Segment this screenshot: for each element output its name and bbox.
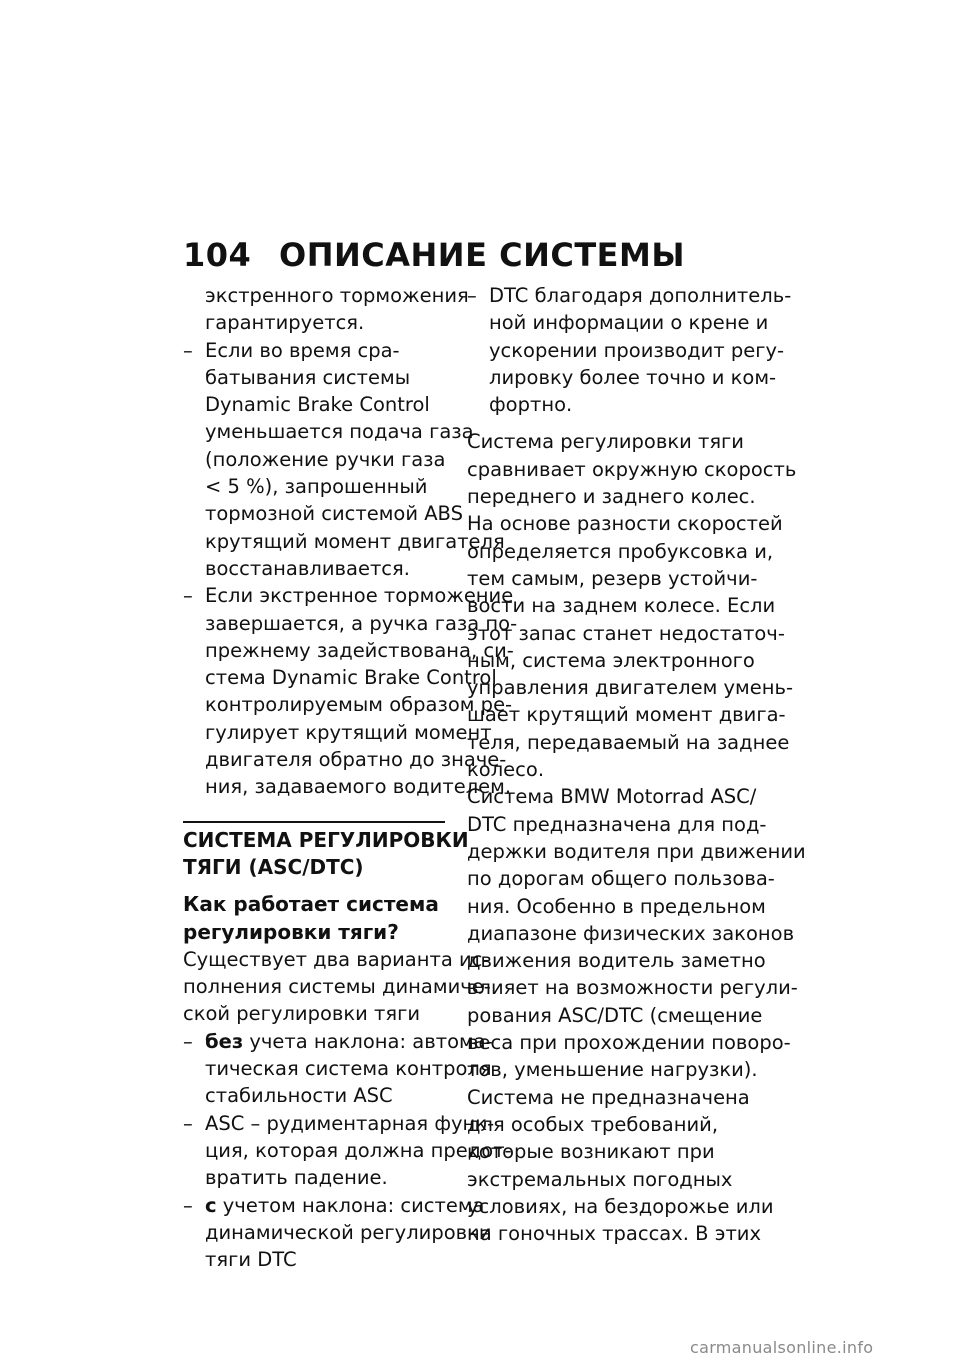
watermark: carmanualsonline.info xyxy=(690,1338,874,1357)
text-line: теля, передаваемый на заднее xyxy=(467,730,790,754)
subsection-heading: Как работает система xyxy=(183,892,439,917)
text-line: < 5 %), запрошенный xyxy=(205,475,428,499)
text-line: восстанавливается. xyxy=(205,556,410,580)
section-heading: СИСТЕМА РЕГУЛИРОВКИ xyxy=(183,827,469,852)
text-line: стема Dynamic Brake Control xyxy=(205,666,497,690)
text-line: условиях, на бездорожье или xyxy=(467,1194,774,1218)
text-line: ной информации о крене и xyxy=(489,311,769,335)
text-line: движения водитель заметно xyxy=(467,949,766,973)
text-line: На основе разности скоростей xyxy=(467,512,783,536)
section-divider xyxy=(183,821,445,823)
text-line: рования ASC/DTC (смещение xyxy=(467,1003,763,1027)
text-line: завершается, а ручка газа по- xyxy=(205,611,518,635)
text-line: Существует два варианта ис- xyxy=(183,947,490,971)
dash-bullet: – xyxy=(183,338,193,362)
text-line: шает крутящий момент двига- xyxy=(467,703,786,727)
text-line: сравнивает окружную скорость xyxy=(467,457,797,481)
text-line: тическая система контроля xyxy=(205,1057,492,1081)
text-line: динамической регулировки xyxy=(205,1220,492,1244)
text-line: вости на заднем колесе. Если xyxy=(467,594,776,618)
bold-term: с xyxy=(205,1193,217,1217)
text-line: полнения системы динамиче- xyxy=(183,975,491,999)
section-heading: ТЯГИ (ASC/DTC) xyxy=(183,854,364,879)
text-line: ской регулировки тяги xyxy=(183,1002,421,1026)
text-line: управления двигателем умень- xyxy=(467,676,794,700)
text-line: экстренного торможения xyxy=(205,284,469,307)
text-line: Если во время сра- xyxy=(205,338,400,362)
text-line: тем самым, резерв устойчи- xyxy=(467,566,758,590)
text-line: учета наклона: автома- xyxy=(243,1029,493,1053)
dash-bullet: – xyxy=(183,584,193,608)
text-line: DTC благодаря дополнитель- xyxy=(489,284,792,307)
text-line: ускорении производит регу- xyxy=(489,338,785,362)
text-line: гарантируется. xyxy=(205,311,365,335)
paragraph xyxy=(467,1084,774,1248)
text-line: тов, уменьшение нагрузки). xyxy=(467,1058,758,1082)
text-line: ция, которая должна предот- xyxy=(205,1138,512,1162)
text-line: на гоночных трассах. В этих xyxy=(467,1222,762,1246)
text-line: определяется пробуксовка и, xyxy=(467,539,774,563)
text-line: колесо. xyxy=(467,758,545,782)
text-line: DTC предназначена для под- xyxy=(467,812,767,836)
text-line: по дорогам общего пользова- xyxy=(467,867,775,891)
dash-bullet: – xyxy=(183,1193,193,1217)
text-line: Dynamic Brake Control xyxy=(205,393,430,417)
text-line: диапазоне физических законов xyxy=(467,921,795,945)
chapter-title: ОПИСАНИЕ СИСТЕМЫ xyxy=(279,236,686,274)
text-line: прежнему задействована, си- xyxy=(205,638,514,662)
text-line: этот запас станет недостаточ- xyxy=(467,621,785,645)
text-line: для особых требований, xyxy=(467,1112,719,1136)
subsection-heading: регулировки тяги? xyxy=(183,919,399,944)
dash-bullet: – xyxy=(183,1111,193,1135)
text-line: влияет на возможности регули- xyxy=(467,976,798,1000)
paragraph xyxy=(467,428,797,783)
text-line: ным, система электронного xyxy=(467,648,755,672)
text-line: переднего и заднего колес. xyxy=(467,485,756,509)
text-line: экстремальных погодных xyxy=(467,1167,733,1191)
text-line: ASC – рудиментарная функ- xyxy=(205,1111,495,1135)
text-line: ния. Особенно в предельном xyxy=(467,894,766,918)
text-line: вратить падение. xyxy=(205,1166,388,1190)
dash-bullet: – xyxy=(183,1029,193,1053)
page-header xyxy=(183,236,685,274)
text-line: крутящий момент двигателя xyxy=(205,529,505,553)
text-line: гулирует крутящий момент xyxy=(205,720,492,744)
bold-term: без xyxy=(205,1029,244,1053)
text-line: Если экстренное торможение xyxy=(205,584,514,608)
page-number: 104 xyxy=(183,236,252,274)
text-line: учетом наклона: система xyxy=(216,1193,485,1217)
text-line: Система регулировки тяги xyxy=(467,430,744,454)
text-line: Система BMW Motorrad ASC/ xyxy=(467,785,757,809)
list-item-dtc xyxy=(467,282,792,309)
text-line: Система не предназначена xyxy=(467,1085,750,1109)
text-line: уменьшается подача газа xyxy=(205,420,474,444)
text-line: стабильности ASC xyxy=(205,1084,393,1108)
text-line: которые возникают при xyxy=(467,1140,715,1164)
list-item-without-lean xyxy=(183,1028,493,1055)
text-line: веса при прохождении поворо- xyxy=(467,1031,791,1055)
list-item-dynamic-brake-1 xyxy=(183,337,445,364)
list-item-with-lean xyxy=(183,1192,485,1219)
text-line: тяги DTC xyxy=(205,1248,297,1272)
list-item-dynamic-brake-2 xyxy=(183,582,514,609)
text-line: двигателя обратно до значе- xyxy=(205,748,507,772)
text-line: (положение ручки газа xyxy=(205,447,446,471)
text-line: тормозной системой ABS xyxy=(205,502,463,526)
text-line: лировку более точно и ком- xyxy=(489,365,777,389)
right-column xyxy=(467,282,806,1247)
text-line: ния, задаваемого водителем. xyxy=(205,775,512,799)
text-line: держки водителя при движении xyxy=(467,839,806,863)
text-line: контролируемым образом ре- xyxy=(205,693,513,717)
text-line: фортно. xyxy=(489,393,573,417)
text-line: батывания системы xyxy=(205,365,411,389)
paragraph xyxy=(467,783,806,1083)
dash-bullet: – xyxy=(467,284,477,307)
list-item-asc xyxy=(183,1110,495,1137)
